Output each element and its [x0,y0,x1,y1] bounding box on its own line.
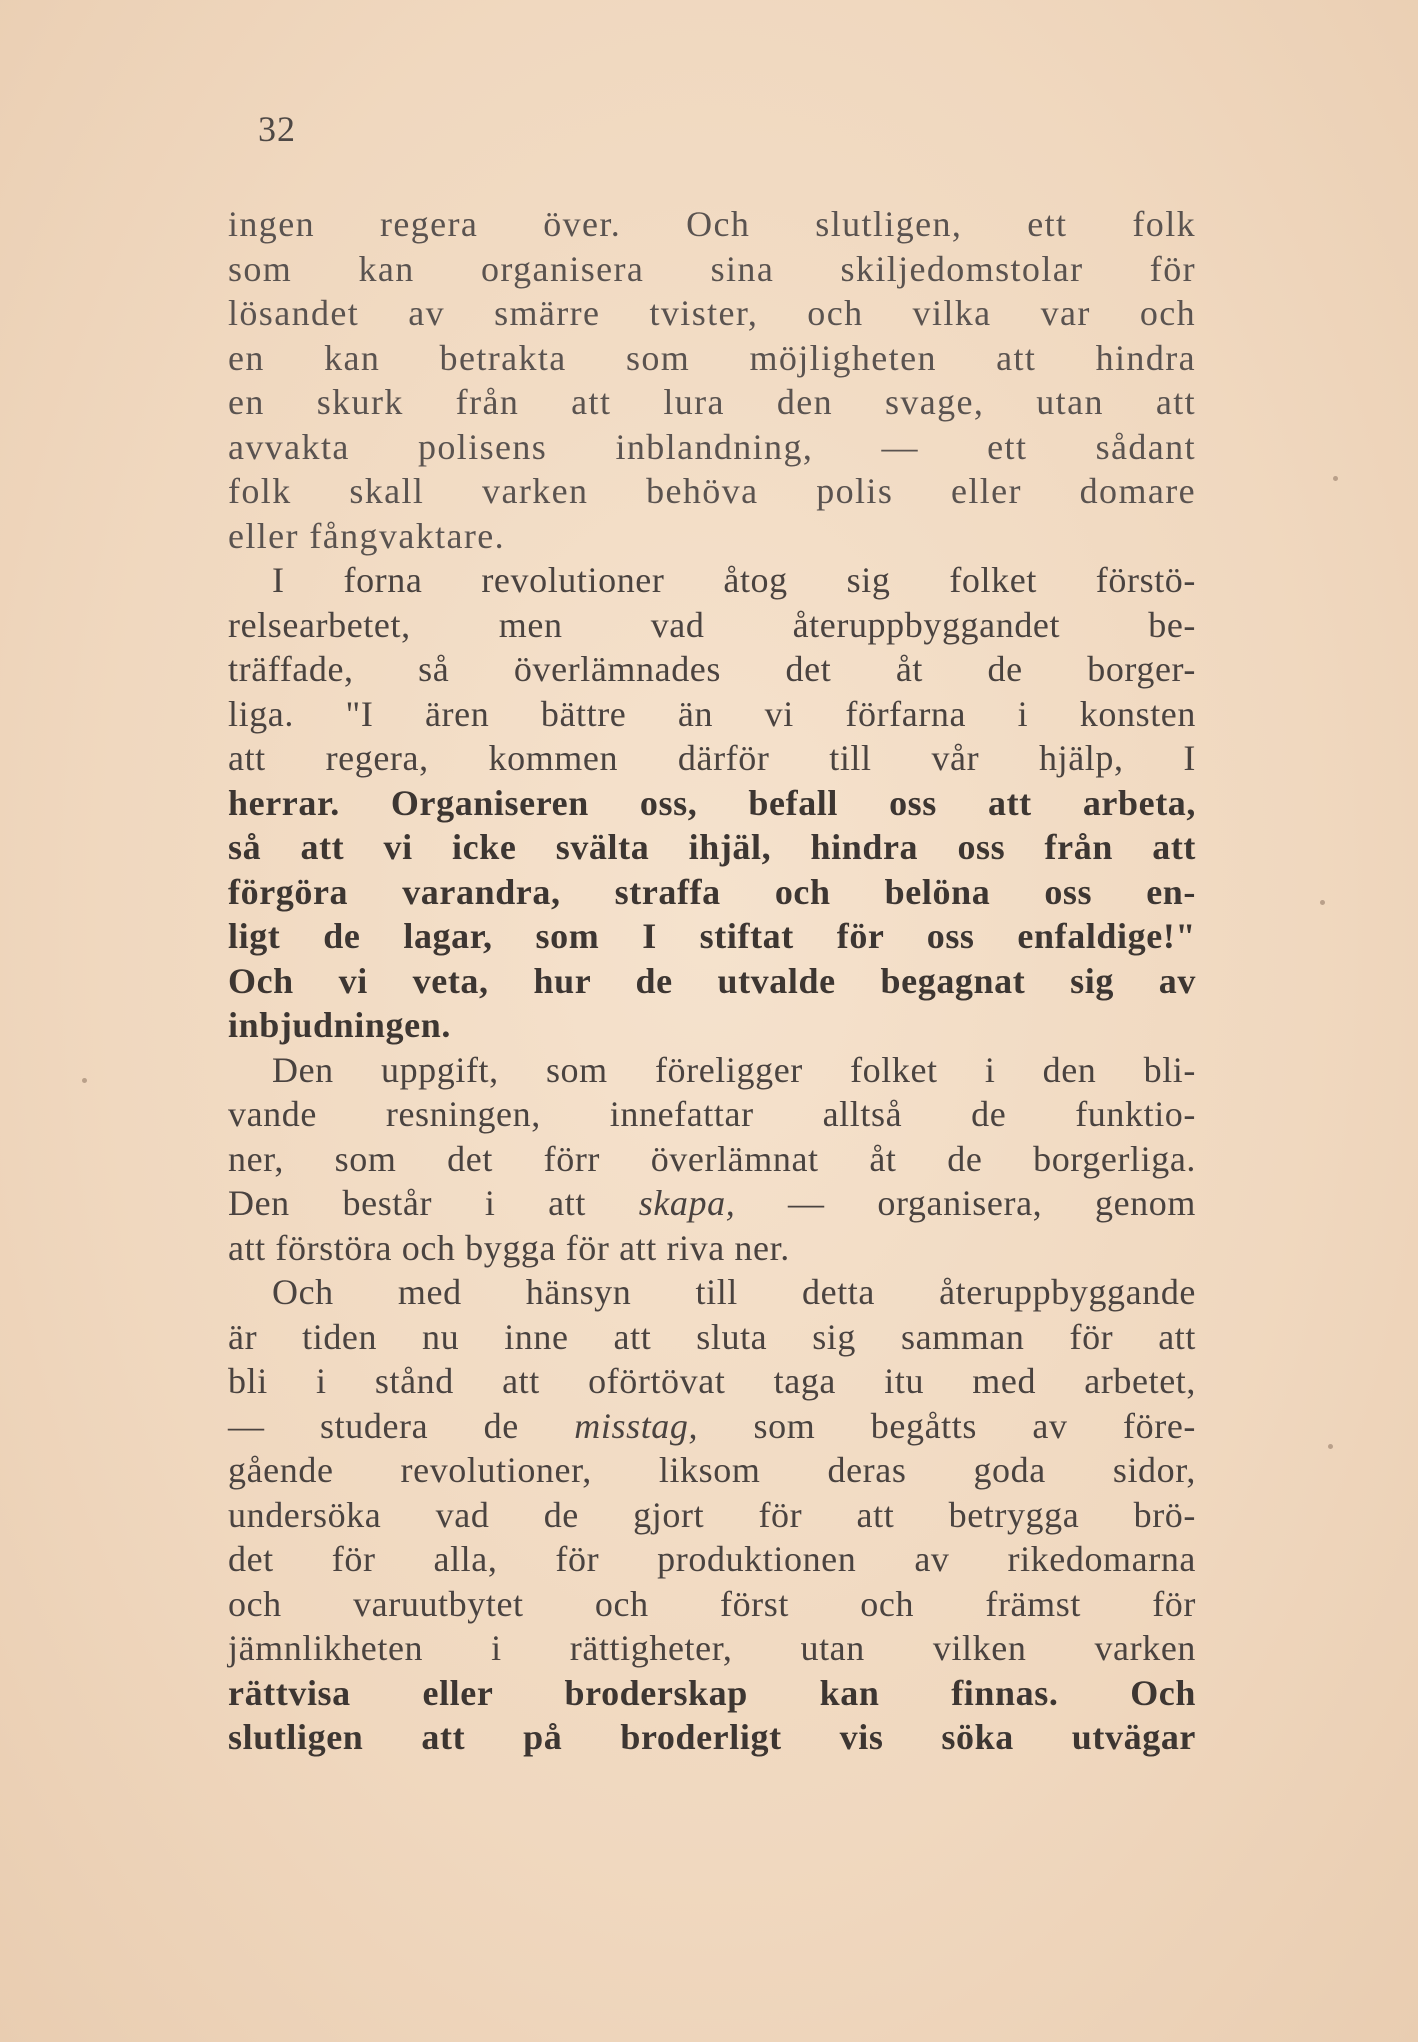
text-line: avvakta polisens inblandning, — ett sådant [228,426,1196,467]
text-line: bli i stånd att oförtövat taga itu med arbetet, [228,1361,1196,1401]
text-line: och varuutbytet och först och främst för [228,1583,1196,1624]
text-line: I forna revolutioner åtog sig folket förstö- [272,560,1196,600]
text-line: vande resningen, innefattar alltså de funktio- [228,1094,1196,1134]
text-line: folk skall varken behöva polis eller domare [228,471,1196,511]
text-line: en skurk från att lura den svage, utan att [228,382,1196,422]
text-line: rättvisa eller broderskap kan finnas. Och [228,1672,1196,1713]
text-line: inbjudningen. [228,1005,451,1045]
text-line: — studera de misstag, som begåtts av före- [228,1405,1196,1446]
emphasis: skapa, [638,1183,736,1223]
text-line: att förstöra och bygga för att riva ner. [228,1227,790,1268]
text-line: undersöka vad de gjort för att betrygga brö- [228,1494,1196,1535]
page-number: 32 [258,109,296,149]
text-line: ingen regera över. Och slutligen, ett folk [228,204,1196,244]
text-line: jämnlikheten i rättigheter, utan vilken varken [228,1628,1196,1668]
paper-speck [1320,900,1325,905]
emphasis: misstag, [574,1405,699,1446]
text-line: är tiden nu inne att sluta sig samman för att [228,1316,1196,1357]
text-line: slutligen att på broderligt vis söka utvägar [228,1717,1196,1757]
text-line: ligt de lagar, som I stiftat för oss enfaldige!" [228,916,1196,956]
text-line: Och vi veta, hur de utvalde begagnat sig av [228,960,1196,1001]
text-line: lösandet av smärre tvister, och vilka var och [228,293,1196,333]
text-line: liga. "I ären bättre än vi förfarna i konsten [228,693,1196,734]
text-line: att regera, kommen därför till vår hjälp, I [228,738,1196,778]
paper-speck [82,1078,87,1083]
text-line: Den uppgift, som föreligger folket i den bli- [272,1049,1196,1090]
text-line: en kan betrakta som möjligheten att hindra [228,337,1196,378]
text-line: herrar. Organiseren oss, befall oss att arbeta, [228,782,1196,823]
text-line: Den består i att skapa, — organisera, genom [228,1183,1196,1223]
text-line: träffade, så överlämnades det åt de borger- [228,649,1196,689]
text-line: relsearbetet, men vad återuppbyggandet be- [228,604,1196,645]
text-line: det för alla, för produktionen av rikedomarna [228,1539,1196,1579]
text-line: gående revolutioner, liksom deras goda sidor, [228,1450,1196,1490]
text-line: Och med hänsyn till detta återuppbyggande [272,1272,1196,1312]
text-line: så att vi icke svälta ihjäl, hindra oss från att [228,827,1196,867]
text-line: som kan organisera sina skiljedomstolar för [228,248,1196,289]
text-line: eller fångvaktare. [228,515,506,556]
text-line: förgöra varandra, straffa och belöna oss en- [228,871,1196,912]
paper-speck [1333,476,1338,481]
text-line: ner, som det förr överlämnat åt de borgerliga. [228,1138,1196,1179]
body-text [228,202,1196,1760]
paper-speck [1328,1444,1333,1449]
